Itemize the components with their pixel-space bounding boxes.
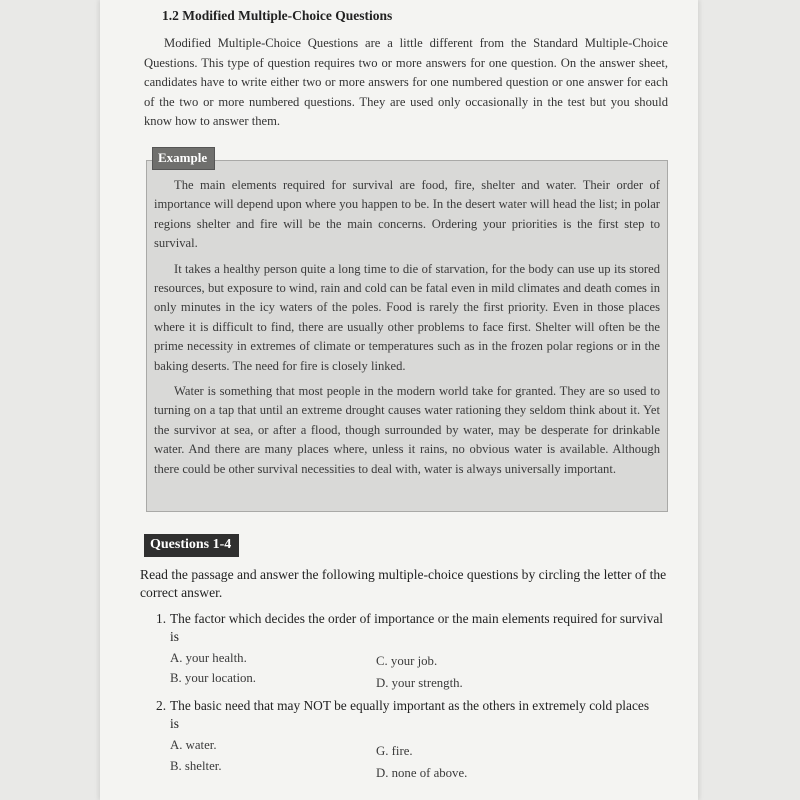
question-1-option-a[interactable]: A. your health. [170, 651, 247, 665]
questions-label: Questions 1-4 [144, 534, 239, 557]
question-text-cont: is [170, 716, 179, 731]
question-2-option-d[interactable]: D. none of above. [376, 766, 468, 780]
example-passage [154, 176, 660, 485]
passage-paragraph-1: The main elements required for survival are food, fire, shelter and water. Their order of importance will depend upon where you happen to be. In the desert water will head the list; in polar regions shelter and fire will be the main concerns. Ordering your priorities is the first step to survival. [154, 178, 660, 251]
question-2-option-b[interactable]: B. shelter. [170, 759, 222, 773]
question-text: The factor which decides the order of importance or the main elements required for survival [170, 611, 664, 626]
question-text: The basic need that may NOT be equally important as the others in extremely cold places [170, 698, 650, 713]
question-1-option-b[interactable]: B. your location. [170, 671, 257, 685]
question-text-cont: is [170, 629, 179, 644]
questions-instruction: Read the passage and answer the following multiple-choice questions by circling the letter of the correct answer. [140, 567, 667, 600]
question-number: 2. [156, 698, 167, 713]
question-2-option-c[interactable]: G. fire. [376, 744, 413, 758]
section-title: 1.2 Modified Multiple-Choice Questions [162, 8, 393, 23]
question-2 [156, 697, 686, 733]
passage-paragraph-2: It takes a healthy person quite a long time to die of starvation, for the body can use up its stored resources, but exposure to wind, rain and cold can be fatal even in mild climates and death comes in only minutes in the icy waters of the poles. Food is rarely the first priority. Even in those places where it is difficult to find, there are usually other problems to face first. Shelter will often be the prime necessity in extremes of climate or temperatures such as in the frozen polar regions or in the baking deserts. The need for fire is closely linked. [154, 261, 660, 373]
example-label: Example [152, 147, 215, 170]
question-1-option-d[interactable]: D. your strength. [376, 676, 463, 690]
passage-paragraph-3: Water is something that most people in the modern world take for granted. They are so used to turning on a tap that until an extreme drought causes water rationing they seldom think about it. Yet the survivor at sea, or after a flood, though surrounded by water, may be desperate for drinkable water. And there are many places where, unless it rains, no obvious water is available. Although there could be other survival necessities to deal with, water is always universally important. [154, 384, 660, 476]
question-1-option-c[interactable]: C. your job. [376, 654, 438, 668]
intro-paragraph: Modified Multiple-Choice Questions are a little different from the Standard Multiple-Choice Questions. This type of question requires two or more answers for one question. On the answer sheet, candidates have to write either two or more answers for one numbered question or one answer for each of the two or more numbered questions. They are used only occasionally in the test but you should know how to answer them. [144, 36, 668, 128]
question-2-option-a[interactable]: A. water. [170, 738, 217, 752]
question-1 [156, 610, 686, 646]
book-page [100, 0, 698, 800]
question-number: 1. [156, 611, 167, 626]
